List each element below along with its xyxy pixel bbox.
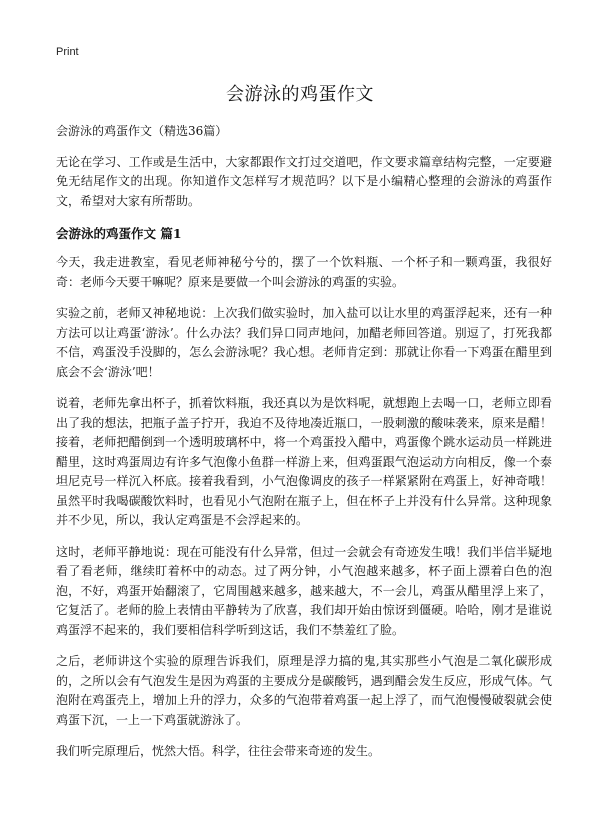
article-body bbox=[56, 122, 552, 774]
body-paragraph-2: 实验之前，老师又神秘地说：上次我们做实验时，加入盐可以让水里的鸡蛋浮起来，还有一种方法可以让鸡蛋‘游泳’。什么办法？我们异口同声地问，加醋老师回答道。别逗了，打死我都不信，鸡蛋没手没脚的，怎么会游泳呢？我心想。老师肯定到：那就让你看一下鸡蛋在醋里到底会不会‘游泳’吧！ bbox=[56, 306, 552, 379]
print-link[interactable]: Print bbox=[56, 46, 79, 58]
page-title: 会游泳的鸡蛋作文 bbox=[226, 84, 374, 105]
body-paragraph-1: 今天，我走进教室，看见老师神秘兮兮的，摆了一个饮料瓶、一个杯子和一颗鸡蛋，我很好奇：老师今天要干嘛呢？原来是要做一个叫会游泳的鸡蛋的实验。 bbox=[56, 255, 552, 289]
article-subtitle: 会游泳的鸡蛋作文（精选36篇） bbox=[56, 124, 228, 138]
body-paragraph-4: 这时，老师平静地说：现在可能没有什么异常，但过一会就会有奇迹发生哦！我们半信半疑地看了看老师，继续盯着杯中的动态。过了两分钟，小气泡越来越多，杯子面上漂着白色的泡泡，不好，鸡蛋开始翻滚了，它周围越来越多，越来越大，不一会儿，鸡蛋从醋里浮上来了，它复活了。老师的脸上表情由平静转为了欣喜，我们却开始由惊讶到僵硬。哈哈，刚才是谁说鸡蛋浮不起来的，我们要相信科学听到这话，我们不禁羞红了脸。 bbox=[56, 544, 552, 637]
body-paragraph-5: 之后，老师讲这个实验的原理告诉我们，原理是浮力搞的鬼,其实那些小气泡是二氧化碳形成的，之所以会有气泡发生是因为鸡蛋的主要成分是碳酸钙，遇到醋会发生反应，形成气体。气泡附在鸡蛋壳上，增加上升的浮力，众多的气泡带着鸡蛋一起上浮了，而气泡慢慢破裂就会使鸡蛋下沉，一上一下鸡蛋就游泳了。 bbox=[56, 654, 552, 727]
body-paragraph-3: 说着，老师先拿出杯子，抓着饮料瓶，我还真以为是饮料呢，就想跑上去喝一口，老师立即看出了我的想法，把瓶子盖子拧开，我迫不及待地凑近瓶口，一股刺激的酸味袭来，原来是醋！接着，老师把醋倒到一个透明玻璃杯中，将一个鸡蛋投入醋中，鸡蛋像个跳水运动员一样跳进醋里，这时鸡蛋周边有许多气泡像小鱼群一样游上来，但鸡蛋跟气泡运动方向相反，像一个泰坦尼克号一样沉入杯底。接着我看到，小气泡像调皮的孩子一样紧紧附在鸡蛋上，好神奇哦！虽然平时我喝碳酸饮料时，也看见小气泡附在瓶子上，但在杯子上并没有什么异常。这种现象并不少见，所以，我认定鸡蛋是不会浮起来的。 bbox=[56, 396, 552, 527]
body-paragraph-6: 我们听完原理后，恍然大悟。科学，往往会带来奇迹的发生。 bbox=[56, 744, 381, 758]
section-heading: 会游泳的鸡蛋作文 篇1 bbox=[56, 226, 182, 241]
intro-paragraph: 无论在学习、工作或是生活中，大家都跟作文打过交道吧，作文要求篇章结构完整，一定要避免无结尾作文的出现。你知道作文怎样写才规范吗？以下是小编精心整理的会游泳的鸡蛋作文，希望对大家有所帮助。 bbox=[56, 154, 552, 208]
